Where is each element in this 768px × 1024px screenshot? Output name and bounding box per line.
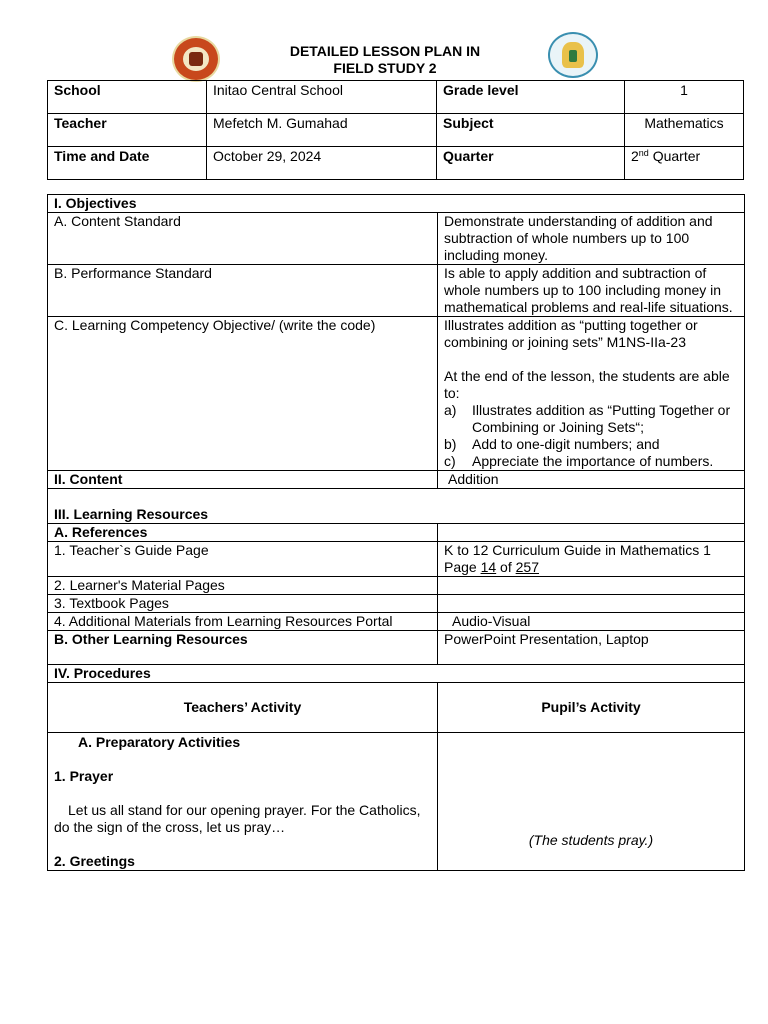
teachers-guide-value: K to 12 Curriculum Guide in Mathematics 1 Page 14 of 257 bbox=[438, 542, 745, 577]
teacher-label: Teacher bbox=[48, 114, 207, 147]
title-line-1: DETAILED LESSON PLAN IN bbox=[289, 43, 481, 59]
school-seal-left-logo bbox=[172, 36, 220, 82]
info-row-time bbox=[48, 147, 744, 180]
resources-heading-row bbox=[48, 489, 745, 524]
objectives-heading-row bbox=[48, 195, 745, 213]
learners-material-row bbox=[48, 577, 745, 595]
textbook-row bbox=[48, 595, 745, 613]
textbook-label: 3. Textbook Pages bbox=[48, 595, 438, 613]
content-standard-row bbox=[48, 213, 745, 265]
school-label: School bbox=[48, 81, 207, 114]
quarter-number: 2 bbox=[631, 148, 639, 164]
grade-value: 1 bbox=[625, 81, 744, 114]
quarter-word: Quarter bbox=[652, 148, 701, 164]
procedures-heading-row bbox=[48, 665, 745, 683]
competency-row bbox=[48, 317, 745, 471]
teachers-activity-header: Teachers’ Activity bbox=[48, 683, 438, 733]
competency-cell bbox=[438, 317, 745, 471]
procedures-heading: IV. Procedures bbox=[48, 665, 745, 683]
info-table bbox=[47, 80, 744, 180]
teacher-value: Mefetch M. Gumahad bbox=[207, 114, 437, 147]
pupils-activity-header: Pupil’s Activity bbox=[438, 683, 745, 733]
additional-materials-label: 4. Additional Materials from Learning Resources Portal bbox=[48, 613, 438, 631]
tg-total: 257 bbox=[515, 559, 539, 575]
objectives-heading: I. Objectives bbox=[48, 195, 745, 213]
references-label: A. References bbox=[48, 524, 438, 542]
performance-standard-label: B. Performance Standard bbox=[48, 265, 438, 317]
school-value: Initao Central School bbox=[207, 81, 437, 114]
content-standard-label: A. Content Standard bbox=[48, 213, 438, 265]
time-value: October 29, 2024 bbox=[207, 147, 437, 180]
competency-value: Illustrates addition as “putting together or combining or joining sets” M1NS-IIa-23 bbox=[444, 317, 698, 350]
teachers-guide-label: 1. Teacher`s Guide Page bbox=[48, 542, 438, 577]
content-row bbox=[48, 471, 745, 489]
college-seal-right-logo bbox=[548, 32, 598, 78]
pupil-activity-cell bbox=[438, 733, 745, 871]
teachers-guide-row bbox=[48, 542, 745, 577]
teacher-activity-cell bbox=[48, 733, 438, 871]
prayer-response: (The students pray.) bbox=[528, 832, 654, 848]
title-line-2: FIELD STUDY 2 bbox=[333, 60, 437, 76]
quarter-value bbox=[625, 147, 744, 180]
tg-page: 14 bbox=[480, 559, 497, 575]
greetings-heading: 2. Greetings bbox=[54, 853, 135, 869]
additional-materials-value: Audio-Visual bbox=[438, 613, 745, 631]
lesson-plan-table bbox=[47, 194, 745, 871]
other-resources-label: B. Other Learning Resources bbox=[48, 631, 438, 665]
time-label: Time and Date bbox=[48, 147, 207, 180]
additional-materials-row bbox=[48, 613, 745, 631]
other-resources-value: PowerPoint Presentation, Laptop bbox=[438, 631, 745, 665]
resources-heading: III. Learning Resources bbox=[48, 489, 745, 524]
grade-label: Grade level bbox=[437, 81, 625, 114]
info-row-teacher bbox=[48, 114, 744, 147]
preparatory-heading: A. Preparatory Activities bbox=[78, 734, 241, 750]
quarter-label: Quarter bbox=[437, 147, 625, 180]
info-row-school bbox=[48, 81, 744, 114]
learners-material-label: 2. Learner's Material Pages bbox=[48, 577, 438, 595]
references-row bbox=[48, 524, 745, 542]
activity-header-row bbox=[48, 683, 745, 733]
prayer-heading: 1. Prayer bbox=[54, 768, 114, 784]
content-value: Addition bbox=[438, 471, 745, 489]
performance-standard-value: Is able to apply addition and subtraction of whole numbers up to 100 including money in mathematical problems and real-life situations. bbox=[438, 265, 745, 317]
list-item: b) Add to one-digit numbers; and bbox=[444, 436, 660, 452]
content-heading: II. Content bbox=[48, 471, 438, 489]
document-title bbox=[250, 43, 520, 77]
preparatory-row bbox=[48, 733, 745, 871]
prayer-text: Let us all stand for our opening prayer. For the Catholics, do the sign of the cross, let us pray… bbox=[54, 802, 421, 835]
quarter-suffix: nd bbox=[638, 148, 649, 158]
list-item: a) Illustrates addition as “Putting Together or Combining or Joining Sets“; bbox=[444, 402, 731, 435]
other-resources-row bbox=[48, 631, 745, 665]
performance-standard-row bbox=[48, 265, 745, 317]
competency-label: C. Learning Competency Objective/ (write the code) bbox=[48, 317, 438, 471]
subject-value: Mathematics bbox=[625, 114, 744, 147]
list-item: c) Appreciate the importance of numbers. bbox=[444, 453, 714, 469]
subject-label: Subject bbox=[437, 114, 625, 147]
objectives-list bbox=[444, 402, 738, 470]
content-standard-value: Demonstrate understanding of addition and subtraction of whole numbers up to 100 including money. bbox=[438, 213, 745, 265]
competency-intro: At the end of the lesson, the students are able to: bbox=[444, 368, 730, 401]
